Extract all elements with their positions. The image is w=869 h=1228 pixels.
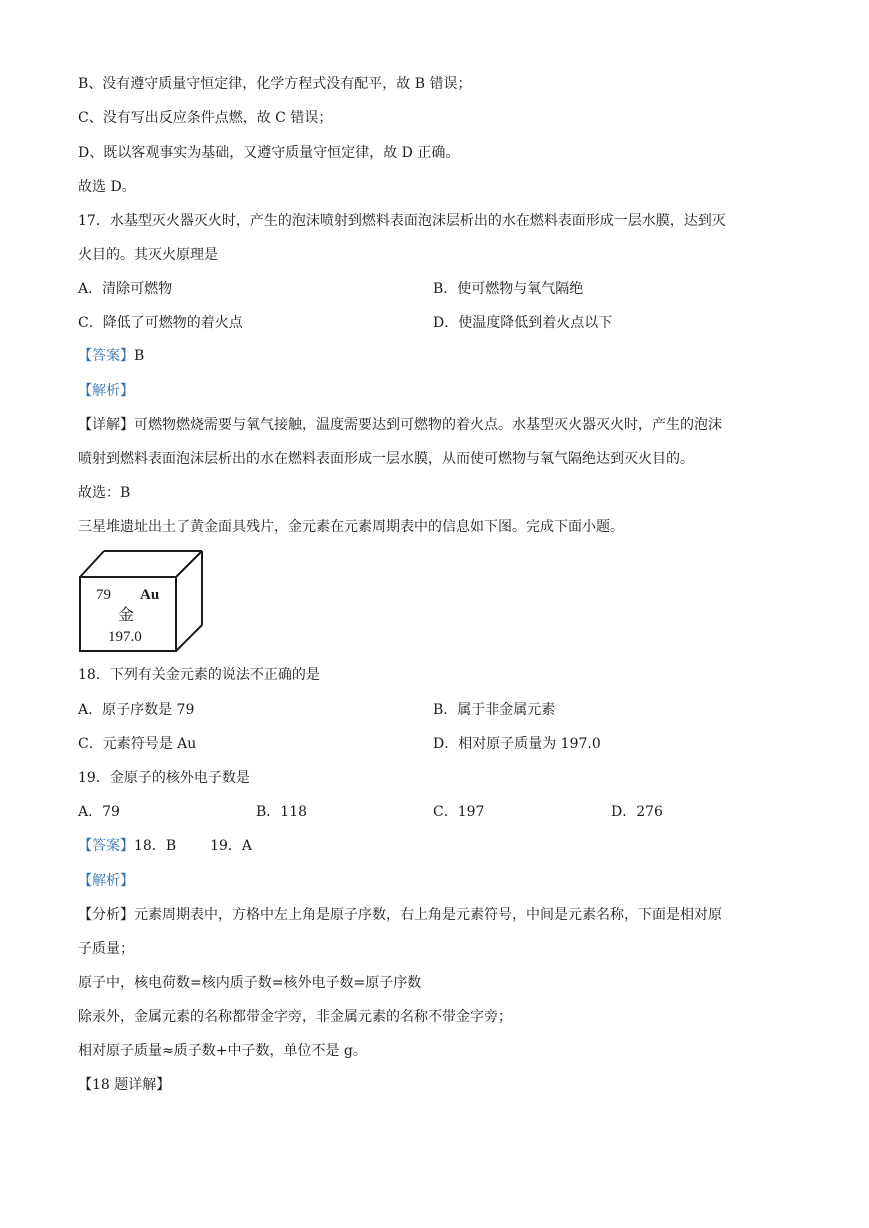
text-line: B、没有遵守质量守恒定律，化学方程式没有配平，故 B 错误； xyxy=(78,76,472,92)
q17-detail-cont: 喷射到燃料表面泡沫层析出的水在燃料表面形成一层水膜，从而使可燃物与氧气隔绝达到灭火目的。 xyxy=(78,451,694,467)
q19-option-c: C．197 xyxy=(433,804,485,820)
element-name: 金 xyxy=(118,605,135,624)
answer-19: 19．A xyxy=(210,838,253,854)
answer-tag: 【答案】 xyxy=(78,348,134,364)
answer-18: 18．B xyxy=(134,838,177,854)
fenxi: 【分析】元素周期表中，方格中左上角是原子序数，右上角是元素符号，中间是元素名称，下面是相对原 xyxy=(78,907,722,923)
q17-analysis-tag: 【解析】 xyxy=(78,383,134,399)
q18-option-d: D．相对原子质量为 197.0 xyxy=(433,736,601,752)
text-line: C、没有写出反应条件点燃，故 C 错误； xyxy=(78,110,333,126)
detail-tag: 【详解】 xyxy=(78,417,134,433)
text-line: D、既以客观事实为基础，又遵守质量守恒定律，故 D 正确。 xyxy=(78,145,460,161)
q17-option-d: D．使温度降低到着火点以下 xyxy=(433,315,613,331)
rule-line: 除汞外，金属元素的名称都带金字旁，非金属元素的名称不带金字旁； xyxy=(78,1009,512,1025)
q17-option-a: A．清除可燃物 xyxy=(78,281,173,297)
question-17-cont: 火目的。其灭火原理是 xyxy=(78,247,218,263)
answer-value: B xyxy=(134,348,145,364)
element-atomic-mass: 197.0 xyxy=(108,629,142,645)
rule-line: 相对原子质量≈质子数+中子数，单位不是 g。 xyxy=(78,1043,367,1059)
q19-option-a: A．79 xyxy=(78,804,120,820)
fenxi-cont: 子质量； xyxy=(78,941,134,957)
q18-19-answer xyxy=(78,836,252,856)
element-symbol: Au xyxy=(140,587,160,603)
element-atomic-number: 79 xyxy=(96,587,111,603)
q17-option-c: C．降低了可燃物的着火点 xyxy=(78,315,243,331)
q19-option-d: D．276 xyxy=(611,804,663,820)
intro-text: 三星堆遗址出土了黄金面具残片，金元素在元素周期表中的信息如下图。完成下面小题。 xyxy=(78,519,624,535)
q17-choose: 故选：B xyxy=(78,485,131,501)
rule-line: 原子中，核电荷数=核内质子数=核外电子数=原子序数 xyxy=(78,975,422,991)
q18-option-a: A．原子序数是 79 xyxy=(78,702,195,718)
q18-detail-heading: 【18 题详解】 xyxy=(78,1077,171,1093)
q18-19-analysis-tag: 【解析】 xyxy=(78,873,134,889)
q17-option-b: B．使可燃物与氧气隔绝 xyxy=(433,281,584,297)
q17-answer xyxy=(78,346,144,366)
q18-option-c: C．元素符号是 Au xyxy=(78,736,197,752)
question-17: 17．水基型灭火器灭火时，产生的泡沫喷射到燃料表面泡沫层析出的水在燃料表面形成一层水膜，达到灭 xyxy=(78,213,726,229)
question-18: 18．下列有关金元素的说法不正确的是 xyxy=(78,667,320,683)
question-19: 19．金原子的核外电子数是 xyxy=(78,770,250,786)
q17-detail: 【详解】可燃物燃烧需要与氧气接触，温度需要达到可燃物的着火点。水基型灭火器灭火时，产生的泡沫 xyxy=(78,417,722,433)
element-card-figure xyxy=(78,549,208,655)
answer-tag: 【答案】 xyxy=(78,838,134,854)
fenxi-tag: 【分析】 xyxy=(78,907,134,923)
q19-option-b: B．118 xyxy=(256,804,308,820)
text-line: 故选 D。 xyxy=(78,179,136,195)
q18-option-b: B．属于非金属元素 xyxy=(433,702,556,718)
